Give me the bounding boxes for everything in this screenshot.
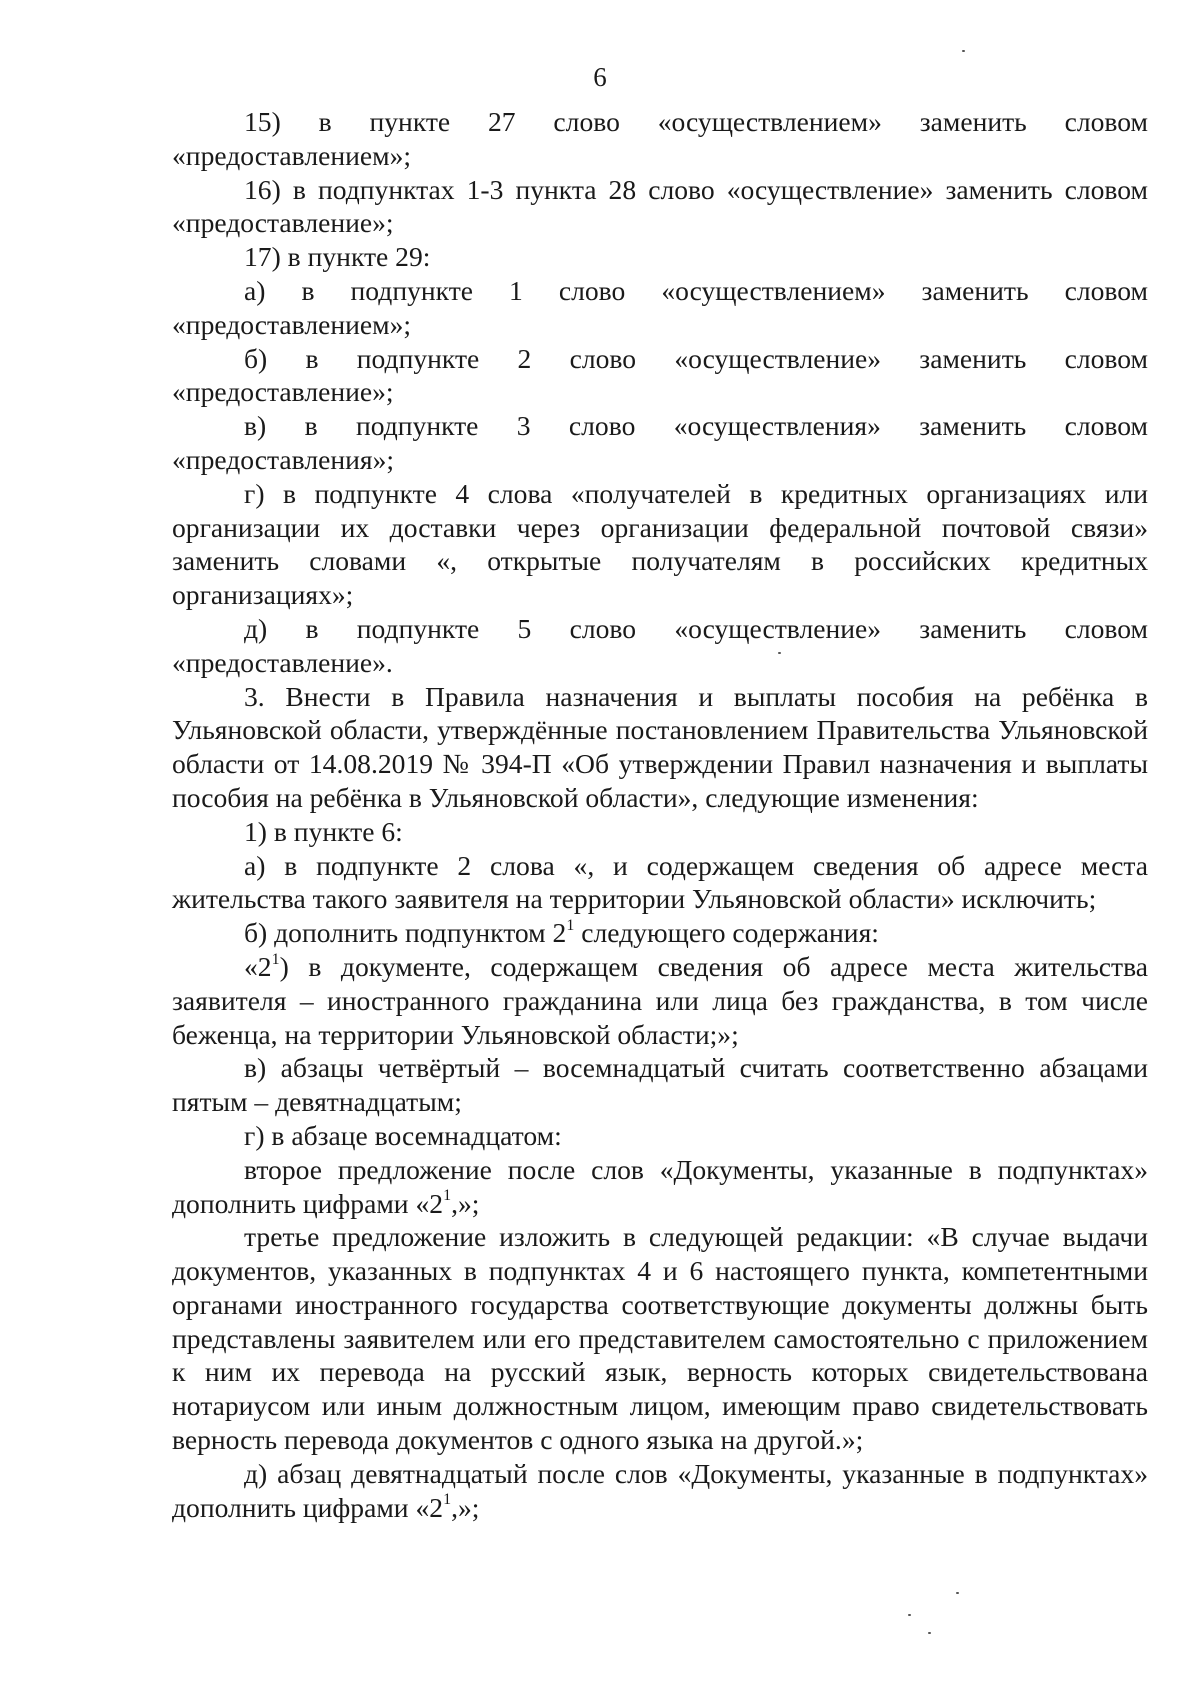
paragraph-3-1d <box>172 1457 1148 1525</box>
paragraph-3-1g-second <box>172 1153 1148 1221</box>
paragraph-3-1g: г) в абзаце восемнадцатом: <box>244 1119 562 1151</box>
superscript: 1 <box>443 1187 452 1205</box>
paragraph-3-1b <box>172 916 1148 950</box>
scan-speck <box>928 1632 931 1634</box>
text-run: второе предложение после слов «Документы, указанные в подпунктах» дополнить цифрами «2 <box>172 1153 1148 1219</box>
paragraph-3-1g-third: третье предложение изложить в следующей редакции: «В случае выдачи документов, указанных в подпунктах 4 и 6 настоящего пункта, компетентными органами иностранного государства соответствующие документы должны быть представлены заявителем или его представителем самостоятельно с приложением к ним их перевода на русский язык, верность которых свидетельствована нотариусом или иным должностным лицом, имеющим право свидетельствовать верность перевода документов с одного языка на другой.»; <box>172 1221 1148 1456</box>
paragraph-17b-line1: б) в подпункте 2 слово «осуществление» заменить словом <box>244 342 1148 374</box>
scan-speck <box>956 1592 959 1594</box>
page-number: 6 <box>593 62 607 92</box>
scan-speck <box>908 1614 911 1616</box>
paragraph-15-line1: 15) в пункте 27 слово «осуществлением» заменить словом <box>244 106 1148 137</box>
superscript: 1 <box>271 950 280 968</box>
text-run: «2 <box>244 950 272 982</box>
superscript: 1 <box>566 916 575 934</box>
paragraph-17b-line2: «предоставление»; <box>172 376 394 408</box>
paragraph-17v-line2: «предоставления»; <box>172 443 395 475</box>
text-run: ) в документе, содержащем сведения об адресе места жительства заявителя – иностранного гражданина или лица без гражданства, в том числе беженца, на территории Ульяновской области;»; <box>172 950 1148 1050</box>
paragraph-17d-line2: «предоставление». <box>172 646 393 678</box>
paragraph-3-1b-quote <box>172 950 1148 1051</box>
text-run: ,»; <box>451 1491 480 1523</box>
paragraph-15-line2: «предоставлением»; <box>172 139 412 171</box>
paragraph-17d-line1: д) в подпункте 5 слово «осуществление» заменить словом <box>244 612 1148 644</box>
superscript: 1 <box>443 1491 452 1509</box>
paragraph-3-1: 1) в пункте 6: <box>244 815 403 847</box>
paragraph-3: 3. Внести в Правила назначения и выплаты пособия на ребёнка в Ульяновской области, утверждённые постановлением Правительства Ульяновской области от 14.08.2019 № 394-П «Об утверждении Правил назначения и выплаты пособия на ребёнка в Ульяновской области», следующие изменения: <box>172 680 1148 813</box>
paragraph-16: 16) в подпунктах 1-3 пункта 28 слово «осуществление» заменить словом «предоставление»; <box>172 173 1148 239</box>
paragraph-17: 17) в пункте 29: <box>244 241 431 273</box>
paragraph-3-1v: в) абзацы четвёртый – восемнадцатый считать соответственно абзацами пятым – девятнадцатым; <box>172 1052 1148 1118</box>
text-run: д) абзац девятнадцатый после слов «Документы, указанные в подпунктах» дополнить цифрами «2 <box>172 1457 1148 1523</box>
text-run: следующего содержания: <box>574 917 879 949</box>
scan-speck <box>778 652 781 654</box>
paragraph-17a-line1: а) в подпункте 1 слово «осуществлением» заменить словом <box>244 274 1148 306</box>
document-body <box>172 105 1148 1524</box>
paragraph-3-1a: а) в подпункте 2 слова «, и содержащем сведения об адресе места жительства такого заявителя на территории Ульяновской области» исключить; <box>172 849 1148 915</box>
paragraph-17v-line1: в) в подпункте 3 слово «осуществления» заменить словом <box>244 410 1148 442</box>
paragraph-17g: г) в подпункте 4 слова «получателей в кредитных организациях или организации их доставки через организации федеральной почтовой связи» заменить словами «, открытые получателям в российских кредитных организациях»; <box>172 477 1148 611</box>
paragraph-17a-line2: «предоставлением»; <box>172 308 412 340</box>
text-run: ,»; <box>451 1187 480 1219</box>
scan-speck <box>962 50 965 52</box>
text-run: б) дополнить подпунктом 2 <box>244 917 567 949</box>
